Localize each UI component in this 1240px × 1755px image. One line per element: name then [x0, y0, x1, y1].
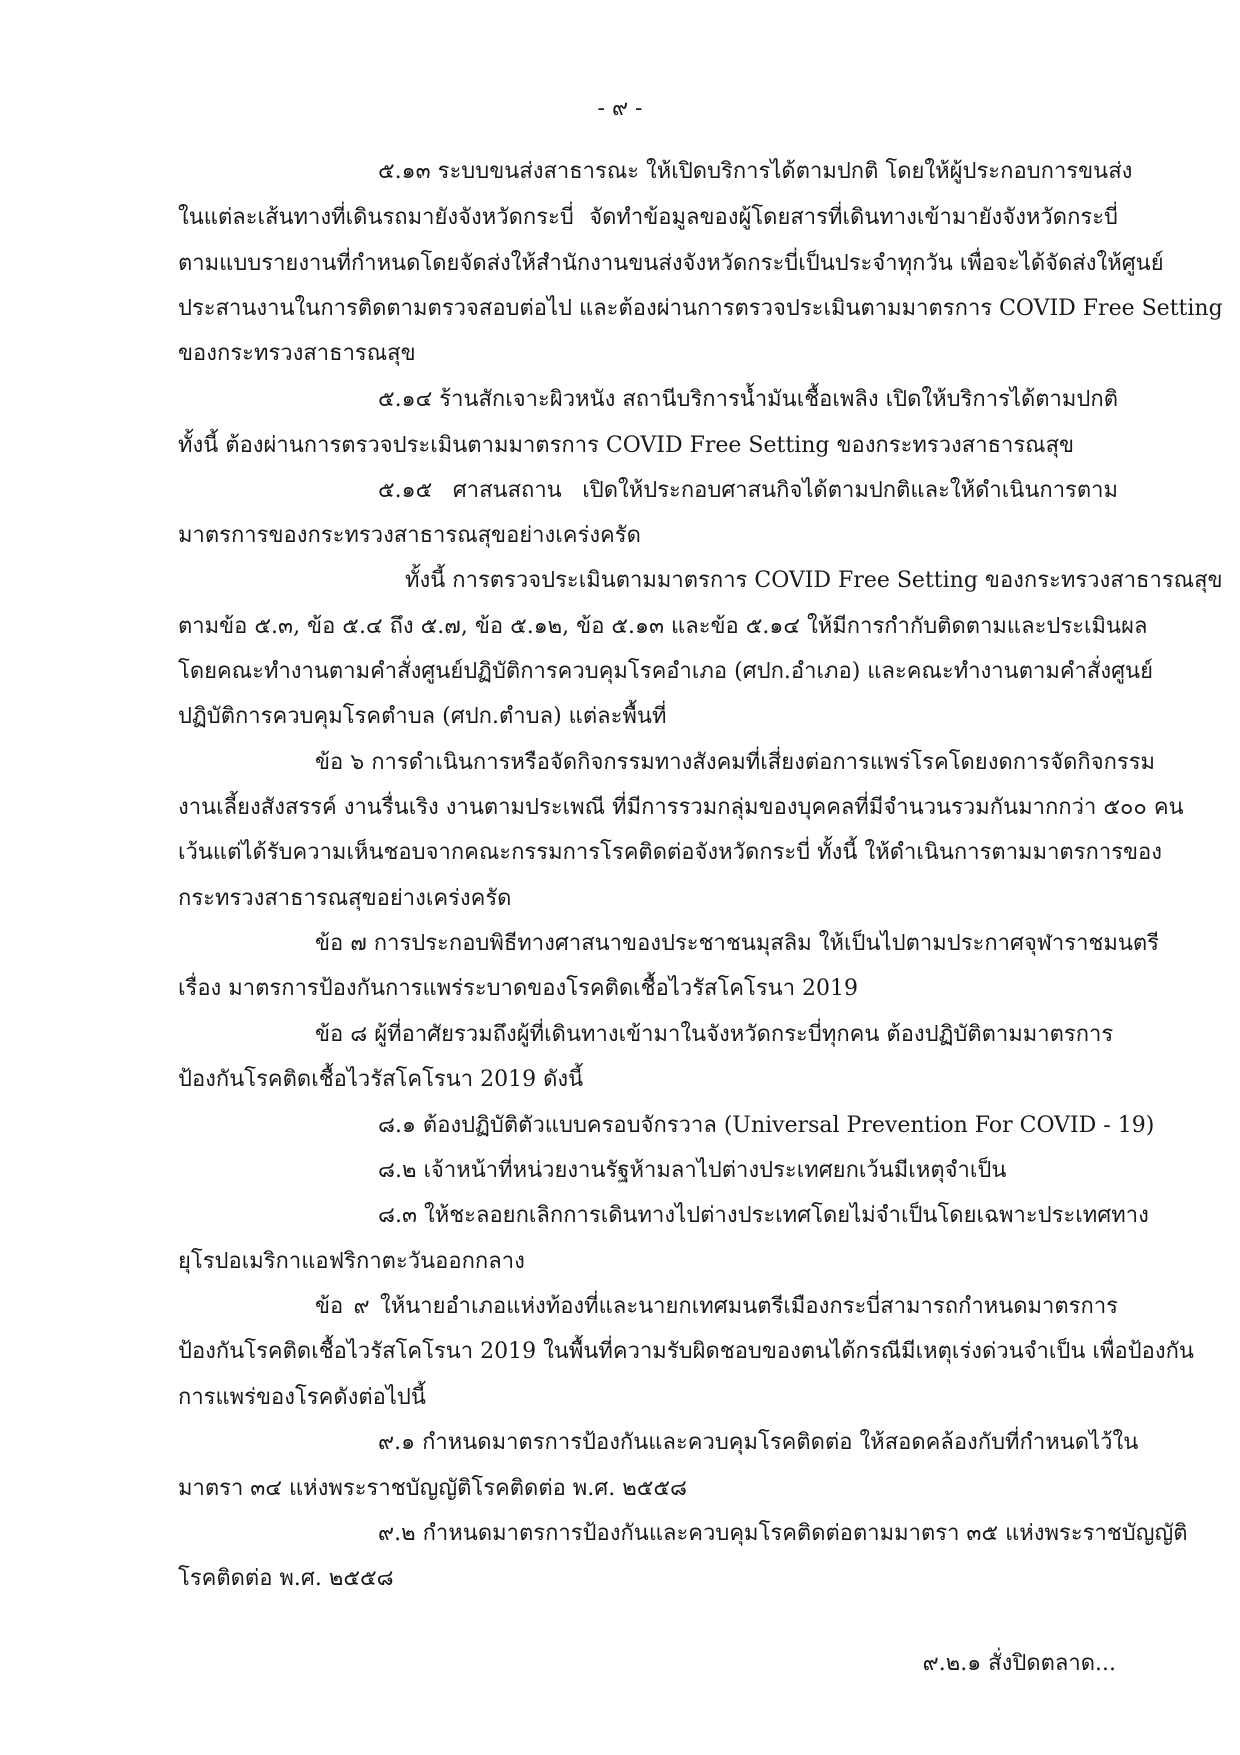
- paragraph-line: การแพร่ของโรคดังต่อไปนี้: [178, 1385, 426, 1410]
- paragraph-line: ในแต่ละเส้นทางที่เดินรถมายังจังหวัดกระบี่ จัดทำข้อมูลของผู้โดยสารที่เดินทางเข้ามายังจังหวัดกระบี่: [178, 205, 1118, 230]
- paragraph-line: งานเลี้ยงสังสรรค์ งานรื่นเริง งานตามประเพณี ที่มีการรวมกลุ่มของบุคคลที่มีจำนวนรวมกันมากกว่า ๕๐๐ คน: [178, 795, 1184, 820]
- paragraph-line: โดยคณะทำงานตามคำสั่งศูนย์ปฏิบัติการควบคุมโรคอำเภอ (ศปก.อำเภอ) และคณะทำงานตามคำสั่งศูนย์: [178, 659, 1153, 684]
- paragraph-line: ทั้งนี้ การตรวจประเมินตามมาตรการ COVID Free Setting ของกระทรวงสาธารณสุข: [405, 568, 1223, 593]
- paragraph-line: ตามข้อ ๕.๓, ข้อ ๕.๔ ถึง ๕.๗, ข้อ ๕.๑๒, ข้อ ๕.๑๓ และข้อ ๕.๑๔ ให้มีการกำกับติดตามและประเมินผล: [178, 614, 1148, 639]
- paragraph-line: เว้นแต่ได้รับความเห็นชอบจากคณะกรรมการโรคติดต่อจังหวัดกระบี่ ทั้งนี้ ให้ดำเนินการตามมาตรการของ: [178, 840, 1163, 865]
- paragraph-line: มาตรการของกระทรวงสาธารณสุขอย่างเคร่งครัด: [178, 523, 641, 548]
- paragraph-line: ของกระทรวงสาธารณสุข: [178, 341, 416, 366]
- continuation-reference: ๙.๒.๑ สั่งปิดตลาด...: [922, 1651, 1116, 1676]
- paragraph-line: ๕.๑๔ ร้านสักเจาะผิวหนัง สถานีบริการน้ำมันเชื้อเพลิง เปิดให้บริการได้ตามปกติ: [378, 387, 1118, 412]
- paragraph-line: ข้อ ๗ การประกอบพิธีทางศาสนาของประชาชนมุสลิม ให้เป็นไปตามประกาศจุฬาราชมนตรี: [315, 931, 1159, 956]
- paragraph-line: ปฏิบัติการควบคุมโรคตำบล (ศปก.ตำบล) แต่ละพื้นที่: [178, 704, 667, 729]
- paragraph-line: ๙.๑ กำหนดมาตรการป้องกันและควบคุมโรคติดต่อ ให้สอดคล้องกับที่กำหนดไว้ใน: [378, 1430, 1139, 1455]
- paragraph-line: มาตรา ๓๔ แห่งพระราชบัญญัติโรคติดต่อ พ.ศ. ๒๕๕๘: [178, 1476, 688, 1501]
- paragraph-line: ๕.๑๓ ระบบขนส่งสาธารณะ ให้เปิดบริการได้ตามปกติ โดยให้ผู้ประกอบการขนส่ง: [378, 159, 1133, 184]
- paragraph-line: เรื่อง มาตรการป้องกันการแพร่ระบาดของโรคติดเชื้อไวรัสโคโรนา 2019: [178, 976, 859, 1001]
- paragraph-line: ตามแบบรายงานที่กำหนดโดยจัดส่งให้สำนักงานขนส่งจังหวัดกระบี่เป็นประจำทุกวัน เพื่อจะได้จัดส่งให้ศูนย์: [178, 251, 1164, 276]
- paragraph-line: โรคติดต่อ พ.ศ. ๒๕๕๘: [178, 1566, 394, 1591]
- paragraph-line: ทั้งนี้ ต้องผ่านการตรวจประเมินตามมาตรการ COVID Free Setting ของกระทรวงสาธารณสุข: [178, 433, 1075, 458]
- paragraph-line: ๙.๒ กำหนดมาตรการป้องกันและควบคุมโรคติดต่อตามมาตรา ๓๕ แห่งพระราชบัญญัติ: [378, 1521, 1188, 1546]
- paragraph-line: ๘.๓ ให้ชะลอยกเลิกการเดินทางไปต่างประเทศโดยไม่จำเป็นโดยเฉพาะประเทศทาง: [378, 1203, 1149, 1228]
- paragraph-line: ป้องกันโรคติดเชื้อไวรัสโคโรนา 2019 ในพื้นที่ความรับผิดชอบของตนได้กรณีมีเหตุเร่งด่วนจำเป็น เพื่อป้องกัน: [178, 1339, 1194, 1364]
- paragraph-line: ๘.๒ เจ้าหน้าที่หน่วยงานรัฐห้ามลาไปต่างประเทศยกเว้นมีเหตุจำเป็น: [378, 1158, 1007, 1183]
- paragraph-line: ข้อ ๖ การดำเนินการหรือจัดกิจกรรมทางสังคมที่เสี่ยงต่อการแพร่โรคโดยงดการจัดกิจกรรม: [315, 750, 1156, 775]
- paragraph-line: ๘.๑ ต้องปฏิบัติตัวแบบครอบจักรวาล (Universal Prevention For COVID - 19): [378, 1113, 1155, 1138]
- paragraph-line: กระทรวงสาธารณสุขอย่างเคร่งครัด: [178, 886, 512, 911]
- page-number: - ๙ -: [597, 96, 643, 121]
- paragraph-line: ข้อ ๙ ให้นายอำเภอแห่งท้องที่และนายกเทศมนตรีเมืองกระบี่สามารถกำหนดมาตรการ: [315, 1294, 1118, 1319]
- paragraph-line: ๕.๑๕ ศาสนสถาน เปิดให้ประกอบศาสนกิจได้ตามปกติและให้ดำเนินการตาม: [378, 478, 1118, 503]
- paragraph-line: ข้อ ๘ ผู้ที่อาศัยรวมถึงผู้ที่เดินทางเข้ามาในจังหวัดกระบี่ทุกคน ต้องปฏิบัติตามมาตรการ: [315, 1022, 1114, 1047]
- paragraph-line: ประสานงานในการติดตามตรวจสอบต่อไป และต้องผ่านการตรวจประเมินตามมาตรการ COVID Free Setting: [178, 296, 1223, 321]
- paragraph-line: ยุโรปอเมริกาแอฟริกาตะวันออกกลาง: [178, 1249, 525, 1274]
- paragraph-line: ป้องกันโรคติดเชื้อไวรัสโคโรนา 2019 ดังนี้: [178, 1067, 584, 1092]
